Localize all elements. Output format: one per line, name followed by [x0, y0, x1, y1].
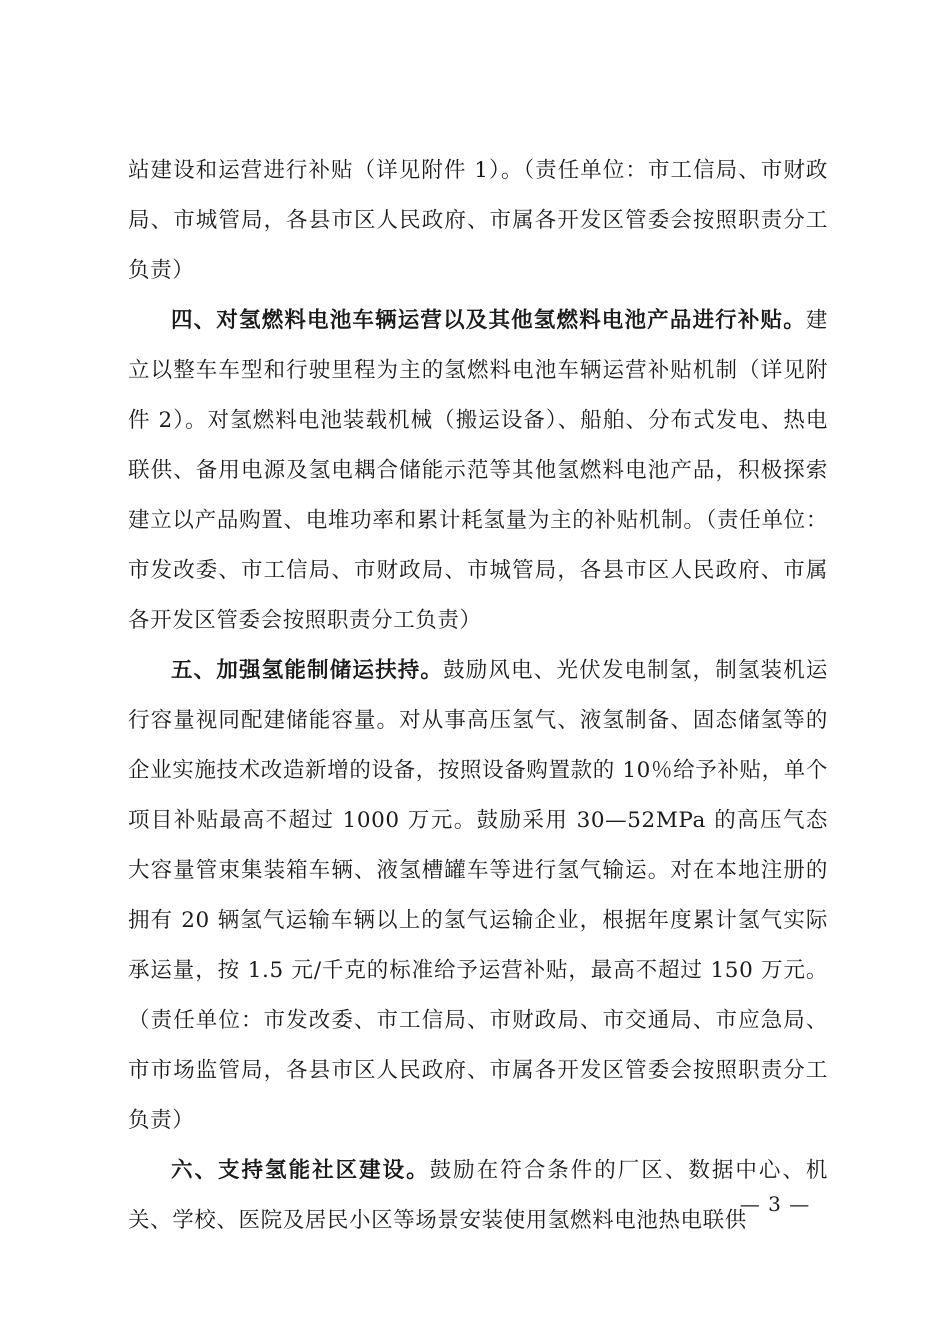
- page-number: — 3 —: [739, 1192, 811, 1216]
- paragraph-text: 站建设和运营进行补贴（详见附件 1）。（责任单位：市工信局、市财政局、市城管局，各县市区人民政府、市属各开发区管委会按照职责分工负责）: [128, 158, 828, 283]
- section-5-heading: 五、加强氢能制储运扶持。: [171, 658, 444, 683]
- paragraph-section-5: [128, 646, 828, 1146]
- section-5-text: 鼓励风电、光伏发电制氢，制氢装机运行容量视同配建储能容量。对从事高压氢气、液氢制备、固态储氢等的企业实施技术改造新增的设备，按照设备购置款的 10％给予补贴，单个项目补贴最高不超过 1000 万元。鼓励采用 30—52MPa 的高压气态大容量管束集装箱车辆、液氢槽罐车等进行氢气输运。对在本地注册的拥有 20 辆氢气运输车辆以上的氢气运输企业，根据年度累计氢气实际承运量，按 1.5 元/千克的标准给予运营补贴，最高不超过 150 万元。（责任单位：市发改委、市工信局、市财政局、市交通局、市应急局、市市场监管局，各县市区人民政府、市属各开发区管委会按照职责分工负责）: [128, 658, 829, 1133]
- section-6-heading: 六、支持氢能社区建设。: [171, 1158, 430, 1183]
- section-4-text: 建立以整车车型和行驶里程为主的氢燃料电池车辆运营补贴机制（详见附件 2）。对氢燃料电池装载机械（搬运设备）、船舶、分布式发电、热电联供、备用电源及氢电耦合储能示范等其他氢燃料电池产品，积极探索建立以产品购置、电堆功率和累计耗氢量为主的补贴机制。（责任单位：市发改委、市工信局、市财政局、市城管局，各县市区人民政府、市属各开发区管委会按照职责分工负责）: [128, 308, 828, 633]
- paragraph-section-4: [128, 296, 828, 646]
- paragraph-section-6: [128, 1146, 828, 1246]
- paragraph-continuation: [128, 146, 828, 296]
- document-body: [128, 146, 828, 1246]
- section-6-text: 鼓励在符合条件的厂区、数据中心、机关、学校、医院及居民小区等场景安装使用氢燃料电池热电联供: [128, 1158, 829, 1233]
- section-4-heading: 四、对氢燃料电池车辆运营以及其他氢燃料电池产品进行补贴。: [171, 308, 806, 333]
